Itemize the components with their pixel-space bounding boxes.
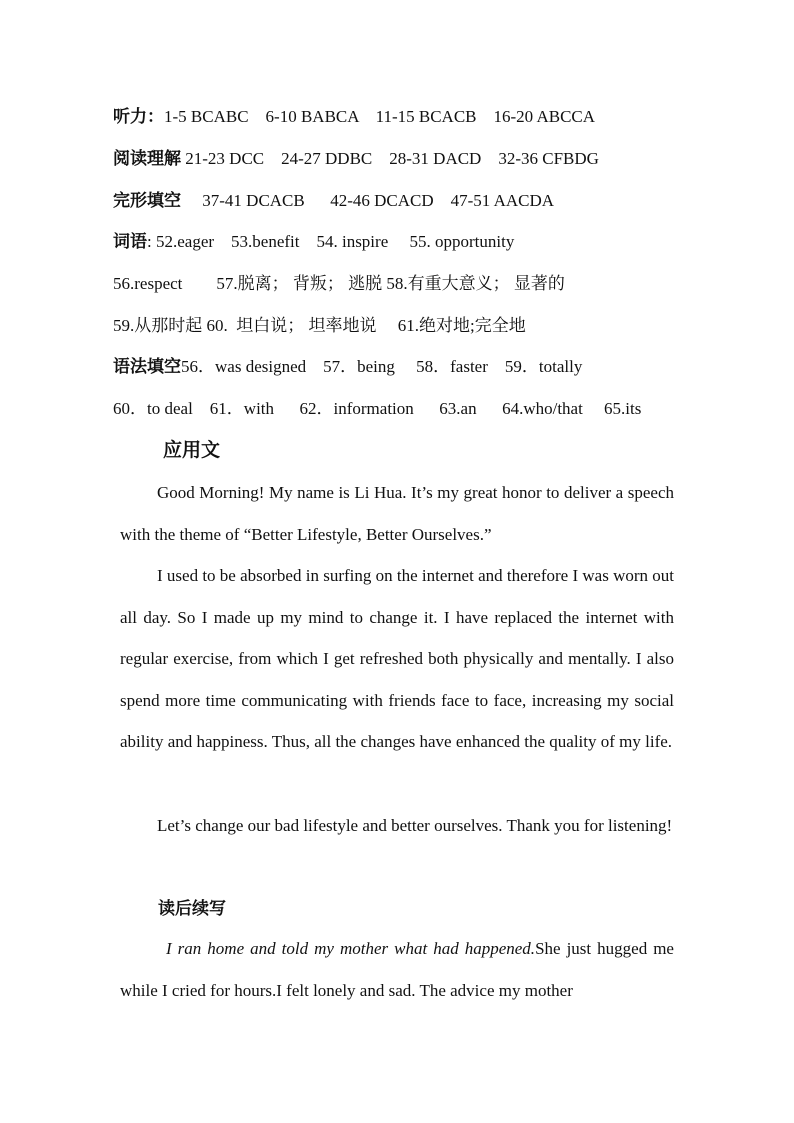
grammar-text-2: 60．to deal 61．with 62．information 63.an 64.who/that 65.its [113,399,642,418]
practical-writing-paragraph-3: Let’s change our bad lifestyle and better ourselves. Thank you for listening! [157,816,673,835]
reading-label: 阅读理解 [113,149,181,168]
vocab-text-1: : 52.eager 53.benefit 54. inspire 55. opportunity [147,232,515,251]
grammar-answers-1 [113,355,582,379]
cloze-text: 37-41 DCACB 42-46 DCACD 47-51 AACDA [181,191,555,210]
vocab-text-2: 56.respect 57.脱离； 背叛； 逃脱 58.有重大意义； 显著的 [113,274,565,293]
practical-writing-paragraph-1: Good Morning! My name is Li Hua. It’s my great honor to deliver a speech with the theme of “Better Lifestyle, Better Ourselves.” [120,483,674,544]
reading-answers [113,147,599,171]
reading-text: 21-23 DCC 24-27 DDBC 28-31 DACD 32-36 CFBDG [181,149,599,168]
grammar-text-1: 56．was designed 57．being 58．faster 59．totally [181,357,583,376]
vocab-answers-1 [113,230,514,254]
continuation-paragraph-1 [120,928,674,1011]
vocab-answers-3 [113,314,526,338]
vocab-label: 词语 [113,232,147,251]
listening-text: 1-5 BCABC 6-10 BABCA 11-15 BCACB 16-20 ABCCA [164,107,596,126]
practical-writing-heading: 应用文 [163,439,221,461]
vocab-answers-2 [113,272,565,296]
continuation-rest: She just hugged me while I cried for hours.I felt lonely and sad. The advice my mother [120,939,674,1000]
listening-answers [113,105,595,129]
grammar-label: 语法填空 [113,357,181,376]
cloze-answers [113,189,554,213]
vocab-text-3: 59.从那时起 60. 坦白说； 坦率地说 61.绝对地;完全地 [113,316,526,335]
grammar-answers-2 [113,397,641,421]
continuation-italic-start: I ran home and told my mother what had happened. [166,939,536,958]
continuation-heading: 读后续写 [158,899,226,919]
practical-writing-paragraph-2: I used to be absorbed in surfing on the internet and therefore I was worn out all day. So I made up my mind to change it. I have replaced the internet with regular exercise, from which I get refreshed both physically and mentally. I also spend more time communicating with friends face to face, increasing my social ability and happiness. Thus, all the changes have enhanced the quality of my life. [120,566,674,752]
cloze-label: 完形填空 [113,191,181,210]
listening-label: 听力： [113,107,164,126]
